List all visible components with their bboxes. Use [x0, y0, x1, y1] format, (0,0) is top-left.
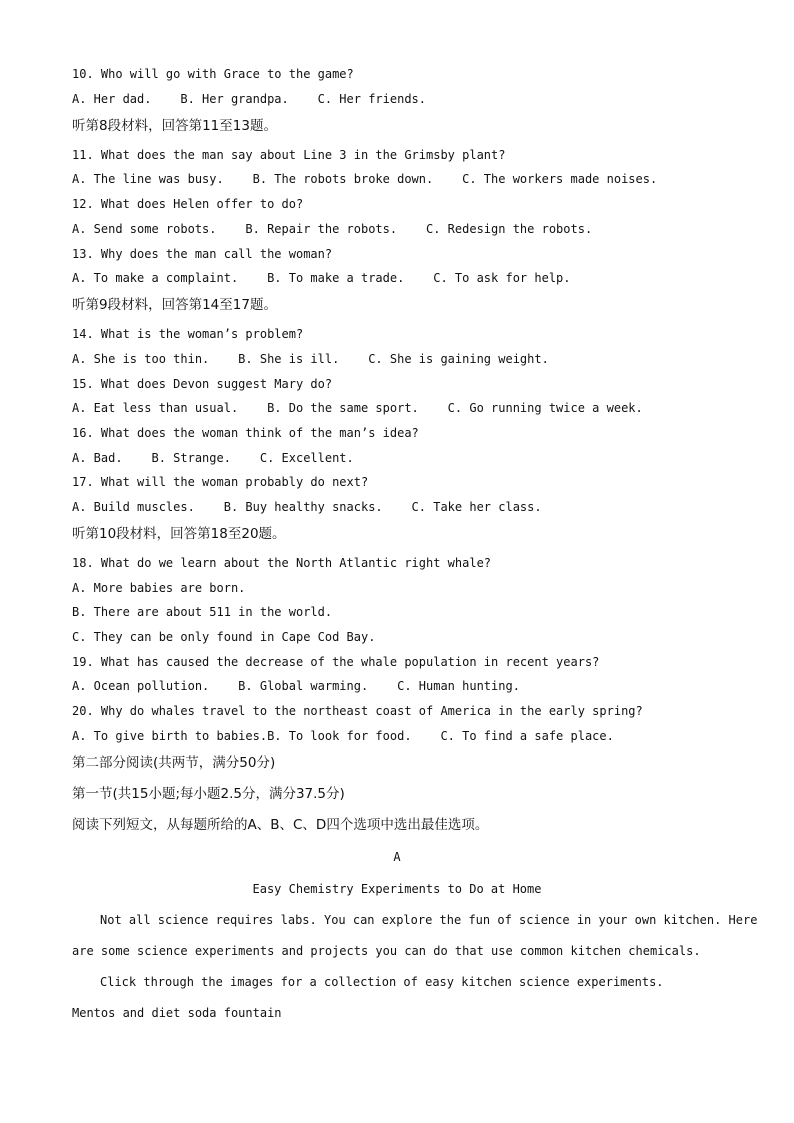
passage-title: Easy Chemistry Experiments to Do at Home — [252, 882, 542, 896]
paragraph-1-line-1: Not all science requires labs. You can explore the fun of science in your own kitchen. Here — [100, 913, 758, 927]
question-18: 18. What do we learn about the North Atlantic right whale? — [72, 556, 492, 570]
question-10: 10. Who will go with Grace to the game? — [72, 67, 354, 81]
question-16: 16. What does the woman think of the man’s idea? — [72, 426, 419, 440]
question-13-options: A. To make a complaint. B. To make a trade. C. To ask for help. — [72, 271, 571, 285]
question-18-option-b: B. There are about 511 in the world. — [72, 605, 333, 619]
question-20-options: A. To give birth to babies.B. To look for food. C. To find a safe place. — [72, 729, 614, 743]
question-17: 17. What will the woman probably do next? — [72, 475, 369, 489]
question-13: 13. Why does the man call the woman? — [72, 247, 333, 261]
question-11: 11. What does the man say about Line 3 in the Grimsby plant? — [72, 148, 506, 162]
question-16-options: A. Bad. B. Strange. C. Excellent. — [72, 451, 354, 465]
question-12-options: A. Send some robots. B. Repair the robots. C. Redesign the robots. — [72, 222, 593, 236]
reading-instructions: 阅读下列短文，从每题所给的A、B、C、D四个选项中选出最佳选项。 — [72, 817, 489, 833]
part-2-heading: 第二部分阅读(共两节，满分50分) — [72, 755, 276, 771]
question-10-options: A. Her dad. B. Her grandpa. C. Her friends. — [72, 92, 427, 106]
question-18-option-c: C. They can be only found in Cape Cod Bay. — [72, 630, 376, 644]
question-20: 20. Why do whales travel to the northeast coast of America in the early spring? — [72, 704, 643, 718]
section-8-heading: 听第8段材料，回答第11至13题。 — [72, 118, 277, 134]
section-1-heading: 第一节(共15小题;每小题2.5分，满分37.5分) — [72, 786, 345, 802]
paragraph-1-line-2: are some science experiments and projects you can do that use common kitchen chemicals. — [72, 944, 701, 958]
section-9-heading: 听第9段材料，回答第14至17题。 — [72, 297, 277, 313]
question-19-options: A. Ocean pollution. B. Global warming. C. Human hunting. — [72, 679, 520, 693]
question-15: 15. What does Devon suggest Mary do? — [72, 377, 333, 391]
question-14-options: A. She is too thin. B. She is ill. C. She is gaining weight. — [72, 352, 549, 366]
subheading-mentos: Mentos and diet soda fountain — [72, 1006, 282, 1020]
section-10-heading: 听第10段材料，回答第18至20题。 — [72, 526, 286, 542]
question-12: 12. What does Helen offer to do? — [72, 197, 304, 211]
question-19: 19. What has caused the decrease of the whale population in recent years? — [72, 655, 600, 669]
question-18-option-a: A. More babies are born. — [72, 581, 246, 595]
passage-letter: A — [393, 850, 401, 864]
question-15-options: A. Eat less than usual. B. Do the same sport. C. Go running twice a week. — [72, 401, 643, 415]
paragraph-2: Click through the images for a collection of easy kitchen science experiments. — [100, 975, 664, 989]
question-11-options: A. The line was busy. B. The robots broke down. C. The workers made noises. — [72, 172, 658, 186]
question-17-options: A. Build muscles. B. Buy healthy snacks. C. Take her class. — [72, 500, 542, 514]
question-14: 14. What is the woman’s problem? — [72, 327, 304, 341]
